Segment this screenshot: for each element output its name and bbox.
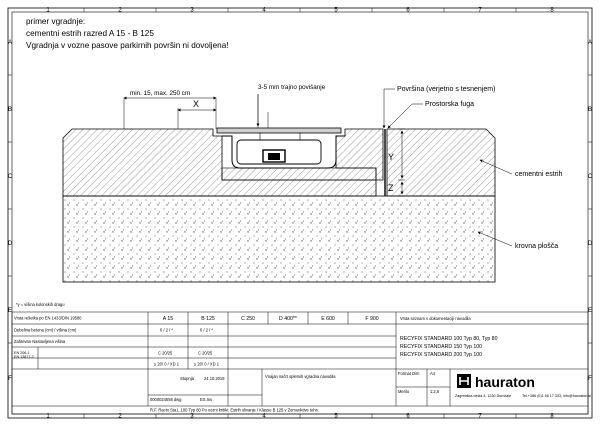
grate [217, 128, 341, 133]
grid-col: 5 [334, 413, 338, 420]
product-line: RECYFIX STANDARD 100 Typ 80, Typ 80 [400, 336, 498, 342]
grid-row: C [7, 174, 13, 180]
grid-row: B [7, 107, 13, 113]
svg-text:C 20/25: C 20/25 [198, 350, 213, 356]
grid-row: F [8, 376, 12, 382]
grid-col: 6 [406, 413, 410, 420]
dim-z-label: Z [388, 183, 394, 193]
drawn-label: Stopnja [180, 376, 194, 381]
recess-label: 3-5 mm trajno povišanje [258, 84, 326, 91]
svg-text:6 / 2 / *: 6 / 2 / * [160, 327, 173, 333]
svg-text:F 900: F 900 [365, 316, 379, 322]
svg-text:≥ 20/ 0 / XD 1: ≥ 20/ 0 / XD 1 [194, 361, 220, 367]
grid-col: 4 [262, 413, 266, 420]
grid-col: 3 [190, 413, 194, 420]
grid-row: A [7, 40, 13, 46]
svg-text:D 400**: D 400** [279, 316, 297, 322]
tb-row-label: Debelina betona (cm) / višina (cm) [14, 327, 77, 333]
dim-y-label: Y [388, 152, 395, 162]
approved-note: Vnajan načrt spletnih vgradna navodila [265, 374, 336, 379]
svg-text:≥ 20/ 0 / XD 1: ≥ 20/ 0 / XD 1 [154, 361, 180, 367]
grid-row: E [7, 308, 13, 314]
grid-col: 4 [262, 7, 266, 14]
grid-col: 7 [478, 7, 482, 14]
svg-text:C 20/25: C 20/25 [158, 350, 173, 356]
joint-label: Prostorska fuga [425, 101, 475, 108]
format-label: Format Dim [398, 371, 420, 376]
svg-text:C 250: C 250 [241, 316, 255, 322]
tb-row-label: Zahtevan Nastavljena višina [14, 339, 66, 344]
dim-span-label: min. 15, max. 250 cm [130, 90, 191, 97]
brand-name: hauraton [475, 374, 535, 390]
footnote: *y = višina kolonskih dragu [16, 302, 65, 307]
grid-col: 2 [118, 7, 122, 14]
svg-text:E 600: E 600 [321, 316, 335, 322]
product-line: RECYFIX STANDARD 200 Typ 100 [400, 352, 482, 358]
tb-row-label: Vrsta rešetka po EN 1433/DIN 19580 [14, 315, 82, 321]
footer-text: R.F. Racin Sta.L 100 Typ 80 Po vozni kritiki: Estrih ulivanje / Klasse B 125 v Zemunktive tehn. [150, 407, 320, 413]
grid-row: A [587, 40, 593, 46]
hauraton-logo-icon [457, 374, 471, 388]
products-title: Vrsta seznam v dokumentaciji navodila [400, 316, 471, 321]
revision: ES.Ins [200, 397, 213, 402]
company-contact: Tel.+386 (0)1 56 17 333, info@hauraton.si [522, 394, 592, 398]
screed-label: cementni estrih [515, 171, 563, 178]
svg-text:6 / 2 / *: 6 / 2 / * [200, 327, 213, 333]
grid-col: 5 [334, 7, 338, 14]
svg-text:B 125: B 125 [201, 316, 215, 322]
grid-col: 8 [550, 413, 554, 420]
drawn-date: 24.10.2018 [204, 376, 225, 381]
tb-row-label: EN 206-1 [14, 351, 30, 355]
scale-label: Merilo [398, 389, 410, 394]
grid-row: F [588, 376, 592, 382]
slab-label: krovna plošča [515, 243, 559, 250]
header-line-3: Vgradnja v vozne pasove parkirnih površin ni dovoljena! [26, 41, 229, 50]
grid-row: B [587, 107, 593, 113]
drawing-number: 0000024558 dwg [150, 397, 182, 402]
header-line-1: primer vgradnje: [26, 17, 86, 26]
header-line-2: cementni estrih razred A 15 - B 125 [26, 29, 154, 38]
scale-value: 1:2,5 [430, 389, 440, 394]
screed-under-channel [222, 168, 376, 180]
grid-row: D [587, 241, 593, 247]
grid-col: 8 [550, 7, 554, 14]
grid-col: 1 [46, 413, 50, 420]
grid-col: 7 [478, 413, 482, 420]
screed-right [387, 129, 495, 196]
channel-rail-core [268, 153, 280, 160]
product-line: RECYFIX STANDARD 150 Typ 100 [400, 344, 482, 350]
svg-text:A 15: A 15 [162, 316, 174, 322]
grid-col: 3 [190, 7, 194, 14]
company-address: Zagrebška cesta 4, 1230 Domžale [455, 394, 512, 398]
format-value: A4 [430, 371, 436, 376]
base-slab [63, 196, 495, 282]
dim-x-label: X [193, 99, 200, 109]
grid-col: 2 [118, 413, 122, 420]
grid-row: D [7, 241, 13, 247]
tb-row-label: EN 13877-2 [14, 355, 34, 359]
grid-col: 6 [406, 7, 410, 14]
grid-col: 1 [46, 7, 50, 14]
tb-classes [163, 316, 379, 322]
grid-row: C [587, 174, 593, 180]
title-block [12, 312, 588, 414]
surface-label: Površina (verjetno s tesnenjem) [397, 86, 496, 93]
grid-row: E [587, 308, 593, 314]
screed-left [63, 129, 376, 196]
